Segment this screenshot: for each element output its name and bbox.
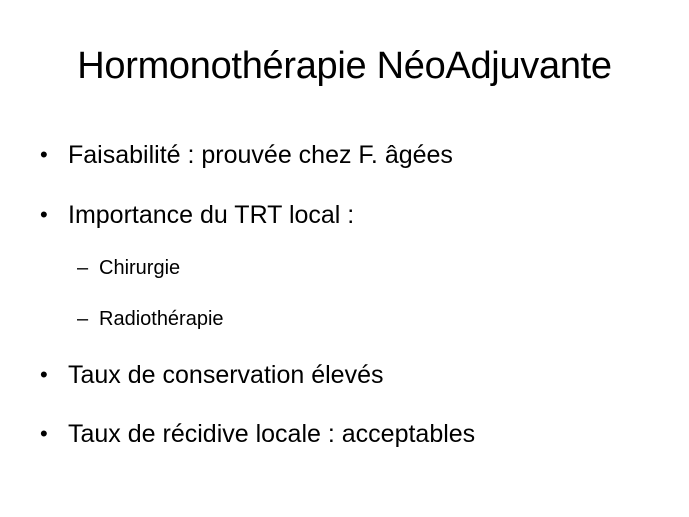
bullet-text: Taux de récidive locale : acceptables <box>68 420 476 448</box>
bullet-marker: • <box>40 421 48 446</box>
bullet-item <box>40 199 354 231</box>
bullet-marker: • <box>40 202 48 227</box>
bullet-text: Faisabilité : prouvée chez F. âgées <box>68 141 453 169</box>
bullet-marker: • <box>40 142 48 167</box>
dash-marker: – <box>77 257 89 279</box>
bullet-item <box>40 139 453 171</box>
bullet-item <box>40 418 475 450</box>
slide-title: Hormonothérapie NéoAdjuvante <box>77 45 612 87</box>
sub-bullet-item <box>77 255 180 281</box>
bullet-marker: • <box>40 362 48 387</box>
sub-bullet-text: Radiothérapie <box>99 308 224 330</box>
bullet-text: Importance du TRT local : <box>68 201 355 229</box>
sub-bullet-item <box>77 306 224 332</box>
dash-marker: – <box>77 308 89 330</box>
sub-bullet-text: Chirurgie <box>99 257 181 279</box>
bullet-text: Taux de conservation élevés <box>68 361 384 389</box>
bullet-item <box>40 359 383 391</box>
